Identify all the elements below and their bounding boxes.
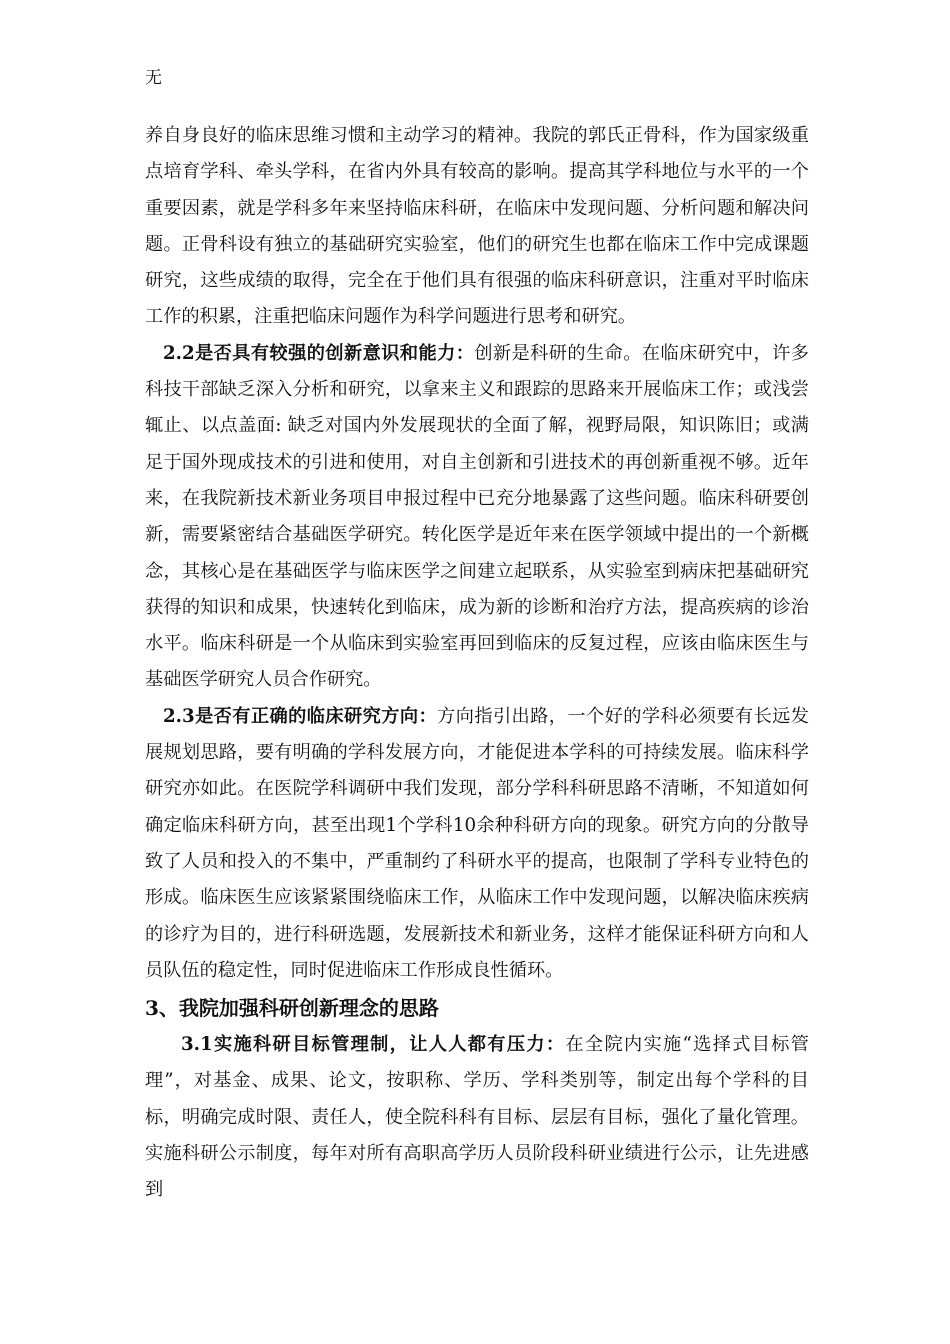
paragraph-2-2-text: 创新是科研的生命。在临床研究中，许多科技干部缺乏深入分析和研究，以拿来主义和跟踪的思路来开展临床工作；或浅尝辄止、以点盖面: 缺乏对国内外发展现状的全面了解，视野局限，知识陈旧；或满足于国外现成技术的引进和使用，对自主创新和引进技术的再创新重视不够。近年来，在我院新技术新业务项目申报过程中已充分地暴露了这些问题。临床科研要创新，需要紧密结合基础医学研究。转化医学是近年来在医学领域中提出的一个新概念，其核心是在基础医学与临床医学之间建立起联系，从实验室到病床把基础研究获得的知识和成果，快速转化到临床，成为新的诊断和治疗方法，提高疾病的诊治水平。临床科研是一个从临床到实验室再回到临床的反复过程，应该由临床医生与基础医学研究人员合作研究。 [145, 342, 809, 691]
paragraph-2-2-heading: 2.2是否具有较强的创新意识和能力： [163, 342, 475, 364]
paragraph-2-2 [145, 336, 809, 699]
document-body [145, 118, 809, 1209]
paragraph-3-1-text: 在全院内实施“选择式目标管理”，对基金、成果、论文，按职称、学历、学科类别等，制定出每个学科的目标，明确完成时限、责任人，使全院科科有目标、层层有目标，强化了量化管理。实施科研公示制度，每年对所有高职高学历人员阶段科研业绩进行公示，让先进感到 [145, 1034, 809, 1201]
section-3-heading: 3、我院加强科研创新理念的思路 [145, 996, 439, 1021]
paragraph-2-3 [145, 699, 809, 989]
paragraph-2-3-text: 方向指引出路，一个好的学科必须要有长远发展规划思路，要有明确的学科发展方向，才能促进本学科的可持续发展。临床科学研究亦如此。在医院学科调研中我们发现，部分学科科研思路不清晰，不知道如何确定临床科研方向，甚至出现1个学科10余种科研方向的现象。研究方向的分散导致了人员和投入的不集中，严重制约了科研水平的提高，也限制了学科专业特色的形成。临床医生应该紧紧围绕临床工作，从临床工作中发现问题，以解决临床疾病的诊疗为目的，进行科研选题，发展新技术和新业务，这样才能保证科研方向和人员队伍的稳定性，同时促进临床工作形成良性循环。 [145, 705, 809, 981]
paragraph-3-1 [145, 1027, 809, 1208]
page-header: 无 [145, 68, 162, 88]
paragraph-3-1-heading: 3.1实施科研目标管理制，让人人都有压力： [181, 1034, 566, 1056]
paragraph-2-3-heading: 2.3是否有正确的临床研究方向： [163, 705, 438, 727]
paragraph-1: 养自身良好的临床思维习惯和主动学习的精神。我院的郭氏正骨科，作为国家级重点培育学科、牵头学科，在省内外具有较高的影响。提高其学科地位与水平的一个重要因素，就是学科多年来坚持临床科研，在临床中发现问题、分析问题和解决问题。正骨科设有独立的基础研究实验室，他们的研究生也都在临床工作中完成课题研究，这些成绩的取得，完全在于他们具有很强的临床科研意识，注重对平时临床工作的积累，注重把临床问题作为科学问题进行思考和研究。 [145, 125, 809, 328]
